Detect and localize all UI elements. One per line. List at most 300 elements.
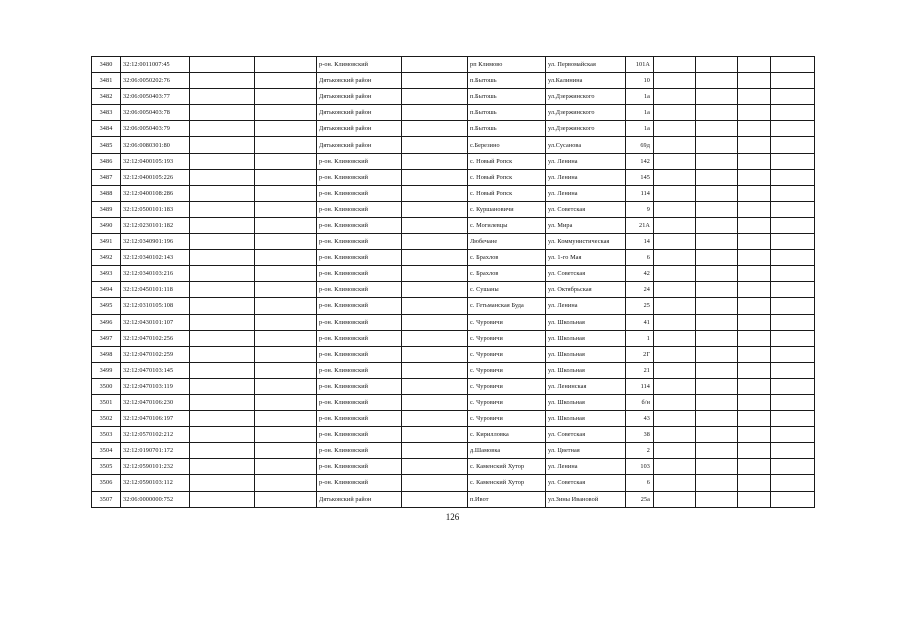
cadastral-number-cell: 32:12:0450101:118 — [121, 282, 190, 298]
empty-cell — [402, 121, 468, 137]
empty-cell — [771, 330, 815, 346]
empty-cell — [696, 491, 738, 507]
empty-cell — [696, 57, 738, 73]
street-cell: ул. Мира — [546, 217, 626, 233]
row-number-cell: 3485 — [92, 137, 121, 153]
empty-cell — [654, 427, 696, 443]
empty-cell — [738, 427, 771, 443]
empty-cell — [402, 137, 468, 153]
row-number-cell: 3483 — [92, 105, 121, 121]
settlement-cell: с. Чуровичи — [468, 362, 546, 378]
empty-cell — [654, 73, 696, 89]
empty-cell — [696, 378, 738, 394]
street-cell: ул. Ленина — [546, 153, 626, 169]
empty-cell — [738, 57, 771, 73]
empty-cell — [696, 250, 738, 266]
row-number-cell: 3500 — [92, 378, 121, 394]
district-cell: р-он. Климовский — [317, 459, 402, 475]
empty-cell — [190, 314, 255, 330]
empty-cell — [402, 346, 468, 362]
cadastral-number-cell: 32:06:0080301:80 — [121, 137, 190, 153]
empty-cell — [738, 234, 771, 250]
empty-cell — [771, 89, 815, 105]
settlement-cell: с. Каменский Хутор — [468, 475, 546, 491]
row-number-cell: 3482 — [92, 89, 121, 105]
house-number-cell: 1а — [626, 89, 654, 105]
table-row — [92, 282, 815, 298]
cadastral-number-cell: 32:12:0340901:196 — [121, 234, 190, 250]
house-number-cell: 69д — [626, 137, 654, 153]
empty-cell — [255, 121, 317, 137]
district-cell: р-он. Климовский — [317, 427, 402, 443]
empty-cell — [738, 137, 771, 153]
empty-cell — [190, 73, 255, 89]
empty-cell — [190, 57, 255, 73]
empty-cell — [255, 378, 317, 394]
table-row — [92, 201, 815, 217]
empty-cell — [190, 153, 255, 169]
street-cell: ул.Зины Ивановой — [546, 491, 626, 507]
empty-cell — [738, 314, 771, 330]
row-number-cell: 3499 — [92, 362, 121, 378]
row-number-cell: 3498 — [92, 346, 121, 362]
empty-cell — [654, 394, 696, 410]
district-cell: р-он. Климовский — [317, 185, 402, 201]
cadastral-number-cell: 32:12:0190701:172 — [121, 443, 190, 459]
empty-cell — [696, 394, 738, 410]
cadastral-number-cell: 32:06:0050403:77 — [121, 89, 190, 105]
house-number-cell: 114 — [626, 378, 654, 394]
empty-cell — [654, 234, 696, 250]
empty-cell — [738, 298, 771, 314]
district-cell: р-он. Климовский — [317, 394, 402, 410]
district-cell: р-он. Климовский — [317, 57, 402, 73]
house-number-cell: 10 — [626, 73, 654, 89]
settlement-cell: с. Чуровичи — [468, 378, 546, 394]
table-row — [92, 443, 815, 459]
street-cell: ул. Школьная — [546, 394, 626, 410]
cadastral-number-cell: 32:12:0470103:145 — [121, 362, 190, 378]
empty-cell — [738, 153, 771, 169]
empty-cell — [190, 411, 255, 427]
street-cell: ул. Коммунистическая — [546, 234, 626, 250]
street-cell: ул. Школьная — [546, 411, 626, 427]
table-row — [92, 89, 815, 105]
empty-cell — [738, 185, 771, 201]
empty-cell — [255, 169, 317, 185]
empty-cell — [654, 411, 696, 427]
empty-cell — [738, 105, 771, 121]
empty-cell — [696, 427, 738, 443]
empty-cell — [190, 443, 255, 459]
settlement-cell: с. Могилевцы — [468, 217, 546, 233]
empty-cell — [255, 491, 317, 507]
empty-cell — [402, 378, 468, 394]
empty-cell — [654, 378, 696, 394]
cadastral-number-cell: 32:12:0430101:107 — [121, 314, 190, 330]
empty-cell — [738, 217, 771, 233]
empty-cell — [190, 185, 255, 201]
district-cell: р-он. Климовский — [317, 250, 402, 266]
empty-cell — [771, 217, 815, 233]
empty-cell — [255, 266, 317, 282]
row-number-cell: 3497 — [92, 330, 121, 346]
cadastral-number-cell: 32:12:0470106:197 — [121, 411, 190, 427]
empty-cell — [738, 201, 771, 217]
empty-cell — [738, 169, 771, 185]
empty-cell — [190, 89, 255, 105]
row-number-cell: 3507 — [92, 491, 121, 507]
cadastral-number-cell: 32:12:0500101:183 — [121, 201, 190, 217]
row-number-cell: 3484 — [92, 121, 121, 137]
district-cell: р-он. Климовский — [317, 153, 402, 169]
empty-cell — [190, 475, 255, 491]
empty-cell — [771, 298, 815, 314]
empty-cell — [402, 234, 468, 250]
house-number-cell: 1а — [626, 105, 654, 121]
row-number-cell: 3492 — [92, 250, 121, 266]
empty-cell — [771, 443, 815, 459]
empty-cell — [696, 411, 738, 427]
district-cell: р-он. Климовский — [317, 443, 402, 459]
empty-cell — [771, 459, 815, 475]
district-cell: р-он. Климовский — [317, 362, 402, 378]
empty-cell — [738, 282, 771, 298]
cadastral-number-cell: 32:12:0400108:286 — [121, 185, 190, 201]
table-row — [92, 427, 815, 443]
table-row — [92, 378, 815, 394]
settlement-cell: с. Каменский Хутор — [468, 459, 546, 475]
empty-cell — [190, 330, 255, 346]
empty-cell — [771, 57, 815, 73]
empty-cell — [402, 411, 468, 427]
empty-cell — [654, 459, 696, 475]
district-cell: Дятьковский район — [317, 89, 402, 105]
empty-cell — [402, 394, 468, 410]
empty-cell — [738, 491, 771, 507]
page-number: 126 — [445, 512, 460, 522]
table-row — [92, 346, 815, 362]
settlement-cell: п.Бытошь — [468, 89, 546, 105]
cadastral-number-cell: 32:06:0050403:79 — [121, 121, 190, 137]
empty-cell — [738, 443, 771, 459]
cadastral-number-cell: 32:12:0340102:143 — [121, 250, 190, 266]
empty-cell — [654, 443, 696, 459]
empty-cell — [771, 201, 815, 217]
empty-cell — [738, 266, 771, 282]
settlement-cell: с. Сушаны — [468, 282, 546, 298]
street-cell: ул. Школьная — [546, 346, 626, 362]
empty-cell — [654, 250, 696, 266]
empty-cell — [190, 201, 255, 217]
empty-cell — [696, 282, 738, 298]
empty-cell — [402, 314, 468, 330]
empty-cell — [738, 121, 771, 137]
empty-cell — [771, 411, 815, 427]
house-number-cell: 21А — [626, 217, 654, 233]
house-number-cell: 2 — [626, 443, 654, 459]
district-cell: Дятьковский район — [317, 105, 402, 121]
empty-cell — [771, 346, 815, 362]
empty-cell — [255, 330, 317, 346]
cadastral-number-cell: 32:12:0011007:45 — [121, 57, 190, 73]
district-cell: Дятьковский район — [317, 137, 402, 153]
empty-cell — [696, 234, 738, 250]
empty-cell — [255, 185, 317, 201]
table-row — [92, 491, 815, 507]
empty-cell — [771, 73, 815, 89]
empty-cell — [654, 153, 696, 169]
table-row — [92, 234, 815, 250]
table-row — [92, 411, 815, 427]
settlement-cell: п.Бытошь — [468, 73, 546, 89]
street-cell: ул.Дзержинского — [546, 105, 626, 121]
district-cell: р-он. Климовский — [317, 330, 402, 346]
settlement-cell: с. Чуровичи — [468, 330, 546, 346]
street-cell: ул. Ленинская — [546, 378, 626, 394]
empty-cell — [654, 491, 696, 507]
district-cell: р-он. Климовский — [317, 411, 402, 427]
street-cell: ул.Дзержинского — [546, 121, 626, 137]
settlement-cell: п.Ивот — [468, 491, 546, 507]
house-number-cell: 25 — [626, 298, 654, 314]
empty-cell — [255, 394, 317, 410]
settlement-cell: с. Чуровичи — [468, 346, 546, 362]
empty-cell — [771, 491, 815, 507]
table-row — [92, 266, 815, 282]
house-number-cell: 14 — [626, 234, 654, 250]
settlement-cell: с. Новый Ропск — [468, 153, 546, 169]
settlement-cell: с. Брахлов — [468, 250, 546, 266]
empty-cell — [696, 121, 738, 137]
table-row — [92, 137, 815, 153]
empty-cell — [255, 346, 317, 362]
row-number-cell: 3487 — [92, 169, 121, 185]
empty-cell — [696, 330, 738, 346]
house-number-cell: 21 — [626, 362, 654, 378]
district-cell: р-он. Климовский — [317, 201, 402, 217]
empty-cell — [654, 362, 696, 378]
settlement-cell: п.Бытошь — [468, 121, 546, 137]
settlement-cell: с. Чуровичи — [468, 411, 546, 427]
empty-cell — [190, 491, 255, 507]
empty-cell — [255, 282, 317, 298]
empty-cell — [771, 105, 815, 121]
empty-cell — [190, 459, 255, 475]
empty-cell — [255, 250, 317, 266]
house-number-cell: 6 — [626, 475, 654, 491]
row-number-cell: 3494 — [92, 282, 121, 298]
empty-cell — [402, 266, 468, 282]
empty-cell — [255, 57, 317, 73]
empty-cell — [654, 330, 696, 346]
district-cell: р-он. Климовский — [317, 169, 402, 185]
empty-cell — [696, 185, 738, 201]
empty-cell — [738, 475, 771, 491]
house-number-cell: б/н — [626, 394, 654, 410]
table-row — [92, 169, 815, 185]
house-number-cell: 1 — [626, 330, 654, 346]
settlement-cell: п.Бытошь — [468, 105, 546, 121]
table-row — [92, 298, 815, 314]
empty-cell — [771, 394, 815, 410]
empty-cell — [696, 153, 738, 169]
settlement-cell: с. Чуровичи — [468, 394, 546, 410]
row-number-cell: 3496 — [92, 314, 121, 330]
settlement-cell: с.Березино — [468, 137, 546, 153]
street-cell: ул. Первомайская — [546, 57, 626, 73]
empty-cell — [654, 314, 696, 330]
empty-cell — [654, 121, 696, 137]
street-cell: ул. Школьная — [546, 330, 626, 346]
empty-cell — [771, 475, 815, 491]
cadastral-number-cell: 32:12:0570102:212 — [121, 427, 190, 443]
empty-cell — [696, 105, 738, 121]
empty-cell — [190, 105, 255, 121]
empty-cell — [255, 234, 317, 250]
empty-cell — [402, 217, 468, 233]
empty-cell — [738, 250, 771, 266]
empty-cell — [771, 153, 815, 169]
cadastral-number-cell: 32:12:0470102:256 — [121, 330, 190, 346]
empty-cell — [190, 121, 255, 137]
empty-cell — [255, 459, 317, 475]
empty-cell — [696, 346, 738, 362]
table-row — [92, 314, 815, 330]
empty-cell — [654, 137, 696, 153]
table-row — [92, 362, 815, 378]
empty-cell — [402, 475, 468, 491]
table-row — [92, 475, 815, 491]
empty-cell — [255, 137, 317, 153]
empty-cell — [402, 201, 468, 217]
cadastral-number-cell: 32:12:0400105:193 — [121, 153, 190, 169]
empty-cell — [654, 475, 696, 491]
street-cell: ул. Советская — [546, 266, 626, 282]
cadastral-number-cell: 32:06:0050403:78 — [121, 105, 190, 121]
empty-cell — [190, 394, 255, 410]
empty-cell — [654, 89, 696, 105]
empty-cell — [255, 217, 317, 233]
empty-cell — [771, 121, 815, 137]
district-cell: р-он. Климовский — [317, 266, 402, 282]
empty-cell — [190, 346, 255, 362]
house-number-cell: 142 — [626, 153, 654, 169]
cadastral-number-cell: 32:12:0400105:226 — [121, 169, 190, 185]
empty-cell — [771, 282, 815, 298]
empty-cell — [771, 314, 815, 330]
empty-cell — [654, 57, 696, 73]
empty-cell — [696, 298, 738, 314]
empty-cell — [402, 185, 468, 201]
empty-cell — [738, 411, 771, 427]
settlement-cell: с. Новый Ропск — [468, 185, 546, 201]
house-number-cell: 114 — [626, 185, 654, 201]
house-number-cell: 6 — [626, 250, 654, 266]
empty-cell — [190, 298, 255, 314]
empty-cell — [654, 201, 696, 217]
district-cell: Дятьковский район — [317, 491, 402, 507]
empty-cell — [654, 346, 696, 362]
empty-cell — [696, 314, 738, 330]
cadastral-number-cell: 32:12:0470102:259 — [121, 346, 190, 362]
empty-cell — [402, 459, 468, 475]
empty-cell — [738, 459, 771, 475]
empty-cell — [696, 89, 738, 105]
district-cell: р-он. Климовский — [317, 298, 402, 314]
empty-cell — [771, 137, 815, 153]
cadastral-number-cell: 32:12:0230101:182 — [121, 217, 190, 233]
empty-cell — [402, 362, 468, 378]
district-cell: р-он. Климовский — [317, 475, 402, 491]
empty-cell — [696, 362, 738, 378]
empty-cell — [255, 314, 317, 330]
table-row — [92, 250, 815, 266]
table-row — [92, 185, 815, 201]
empty-cell — [696, 73, 738, 89]
empty-cell — [402, 443, 468, 459]
empty-cell — [190, 217, 255, 233]
row-number-cell: 3503 — [92, 427, 121, 443]
empty-cell — [696, 459, 738, 475]
street-cell: ул. Ленина — [546, 169, 626, 185]
empty-cell — [654, 282, 696, 298]
street-cell: ул. Советская — [546, 475, 626, 491]
row-number-cell: 3486 — [92, 153, 121, 169]
district-cell: р-он. Климовский — [317, 282, 402, 298]
empty-cell — [402, 57, 468, 73]
house-number-cell: 38 — [626, 427, 654, 443]
empty-cell — [190, 362, 255, 378]
settlement-cell: рп Климово — [468, 57, 546, 73]
empty-cell — [402, 330, 468, 346]
empty-cell — [190, 250, 255, 266]
settlement-cell: с. Куршановичи — [468, 201, 546, 217]
house-number-cell: 43 — [626, 411, 654, 427]
empty-cell — [255, 298, 317, 314]
empty-cell — [696, 443, 738, 459]
settlement-cell: Любечане — [468, 234, 546, 250]
street-cell: ул. Ленина — [546, 459, 626, 475]
empty-cell — [654, 266, 696, 282]
empty-cell — [190, 427, 255, 443]
empty-cell — [255, 362, 317, 378]
house-number-cell: 101А — [626, 57, 654, 73]
empty-cell — [402, 105, 468, 121]
empty-cell — [696, 475, 738, 491]
table-row — [92, 459, 815, 475]
empty-cell — [402, 153, 468, 169]
empty-cell — [654, 185, 696, 201]
street-cell: ул.Сусанова — [546, 137, 626, 153]
empty-cell — [738, 330, 771, 346]
empty-cell — [738, 73, 771, 89]
street-cell: ул. Школьная — [546, 362, 626, 378]
table-row — [92, 153, 815, 169]
house-number-cell: 2Г — [626, 346, 654, 362]
empty-cell — [402, 298, 468, 314]
table-row — [92, 73, 815, 89]
empty-cell — [255, 427, 317, 443]
empty-cell — [738, 378, 771, 394]
empty-cell — [771, 378, 815, 394]
district-cell: Дятьковский район — [317, 121, 402, 137]
empty-cell — [255, 153, 317, 169]
row-number-cell: 3493 — [92, 266, 121, 282]
street-cell: ул. Ленина — [546, 185, 626, 201]
house-number-cell: 1а — [626, 121, 654, 137]
empty-cell — [696, 217, 738, 233]
